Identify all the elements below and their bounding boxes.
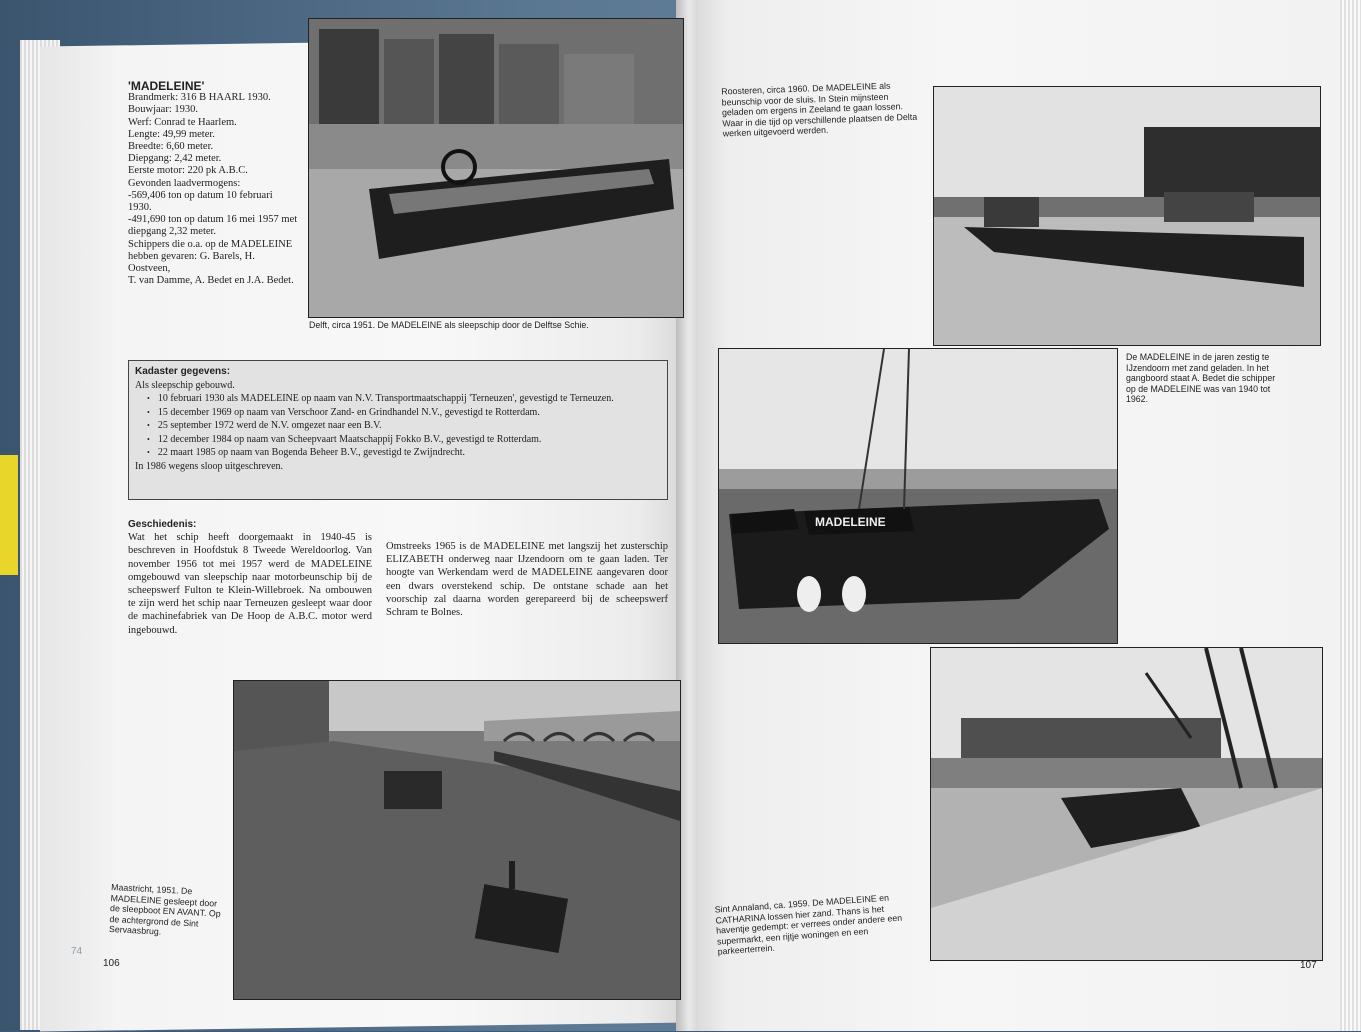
spec-line: Bouwjaar: 1930.	[128, 104, 198, 116]
photo-delft-caption: Delft, circa 1951. De MADELEINE als sleepschip door de Delftse Schie.	[309, 320, 589, 330]
kadaster-list	[135, 392, 661, 460]
spec-line: Werf: Conrad te Haarlem.	[128, 116, 237, 128]
page-edges-right	[1340, 0, 1361, 1031]
photo-sint-annaland	[930, 647, 1323, 961]
photo-roosteren-caption: Roosteren, circa 1960. De MADELEINE als beunschip voor de sluis. In Stein mijnsteen geladen om ergens in Zeeland te gaan lossen. Waar in die tijd op verschillende plaatsen de Delta werken uitgevoerd werden.	[721, 80, 918, 139]
page-number-left: 106	[103, 958, 120, 969]
photo-maastricht-caption: Maastricht, 1951. De MADELEINE gesleept door de sleepboot EN AVANT. Op de achtergrond de Sint Servaasbrug.	[108, 882, 221, 937]
ship-title: 'MADELEINE'	[128, 79, 205, 93]
spec-line: Lengte: 49,99 meter.	[128, 128, 215, 140]
bow-name: MADELEINE	[815, 515, 886, 529]
kadaster-outro: In 1986 wegens sloop uitgeschreven.	[135, 460, 284, 472]
kadaster-item: • 22 maart 1985 op naam van Bogenda Beheer B.V., gevestigd te Zwijndrecht.	[147, 446, 661, 460]
spec-line: Diepgang: 2,42 meter.	[128, 153, 222, 165]
kadaster-item: • 10 februari 1930 als MADELEINE op naam van N.V. Transportmaatschappij 'Terneuzen', gevestigd te Terneuzen.	[147, 392, 661, 406]
spec-line: -569,406 ton op datum 10 februari 1930.	[128, 189, 273, 214]
kadaster-item: • 12 december 1984 op naam van Scheepvaart Maatschappij Fokko B.V., gevestigd te Rotterdam.	[147, 433, 661, 447]
photo-ijzendoorn-caption: De MADELEINE in de jaren zestig te IJzendoorn met zand geladen. In het gangboord staat A. Bedet die schipper op de MADELEINE was van 1940 tot 1962.	[1126, 352, 1276, 404]
spec-line: Breedte: 6,60 meter.	[128, 141, 214, 153]
kadaster-title: Kadaster gegevens:	[135, 366, 231, 377]
spec-line: Brandmerk: 316 B HAARL 1930.	[128, 92, 271, 104]
spec-line: Gevonden laadvermogens:	[128, 177, 241, 189]
photo-delft	[308, 18, 684, 318]
photo-sint-annaland-caption: Sint Annaland, ca. 1959. De MADELEINE en CATHARINA lossen hier zand. Thans is het haventje gedempt: er verrees onder andere een supermarkt, een rijtje woningen en een parkeerterrein.	[714, 892, 903, 957]
geschiedenis-col2	[386, 540, 668, 619]
spec-line: T. van Damme, A. Bedet en J.A. Bedet.	[128, 275, 294, 287]
photo-ijzendoorn	[718, 348, 1118, 644]
kadaster-box	[128, 360, 668, 500]
margin-number: 74	[71, 946, 83, 957]
yellow-strip	[0, 455, 18, 575]
spec-line: diepgang 2,32 meter.	[128, 226, 217, 238]
kadaster-intro: Als sleepschip gebouwd.	[135, 379, 235, 391]
photo-maastricht	[233, 680, 681, 1000]
spec-line: Eerste motor: 220 pk A.B.C.	[128, 165, 248, 177]
kadaster-item: • 25 september 1972 werd de N.V. omgezet naar een B.V.	[147, 419, 661, 433]
photo-roosteren	[933, 86, 1321, 346]
page-number-right: 107	[1300, 960, 1317, 971]
ship-specs	[128, 80, 298, 287]
spec-line: hebben gevaren: G. Barels, H. Oostveen,	[128, 250, 255, 275]
kadaster-item: • 15 december 1969 op naam van Verschoor Zand- en Grindhandel N.V., gevestigd te Rotterdam.	[147, 406, 661, 420]
geschiedenis-text-1: Wat het schip heeft doorgemaakt in 1940-45 is beschreven in Hoofdstuk 8 Tweede Wereldoorlog. Van november 1956 tot mei 1957 werd de MADELEINE omgebouwd van sleepschip naar motorbeunschip bij de scheepswerf Fulton te Klein-Willebroek. Na ombouwen te zijn werd het schip naar Terneuzen gesleept waar door de machinefabriek van De Hoop de A.B.C. motor werd ingebouwd.	[128, 532, 372, 636]
geschiedenis-col1	[128, 518, 372, 637]
geschiedenis-title: Geschiedenis:	[128, 519, 197, 530]
spec-line: Schippers die o.a. op de MADELEINE	[128, 238, 293, 250]
geschiedenis-text-2: Omstreeks 1965 is de MADELEINE met langszij het zusterschip ELIZABETH onderweg naar IJzendoorn om te gaan laden. Ter hoogte van Werkendam werd de MADELEINE aangevaren door een dwars overstekend schip. De ontstane schade aan het voorschip zal daarna worden gerepareerd bij de scheepswerf Schram te Bolnes.	[386, 541, 668, 619]
spec-line: -491,690 ton op datum 16 mei 1957 met	[128, 214, 298, 226]
